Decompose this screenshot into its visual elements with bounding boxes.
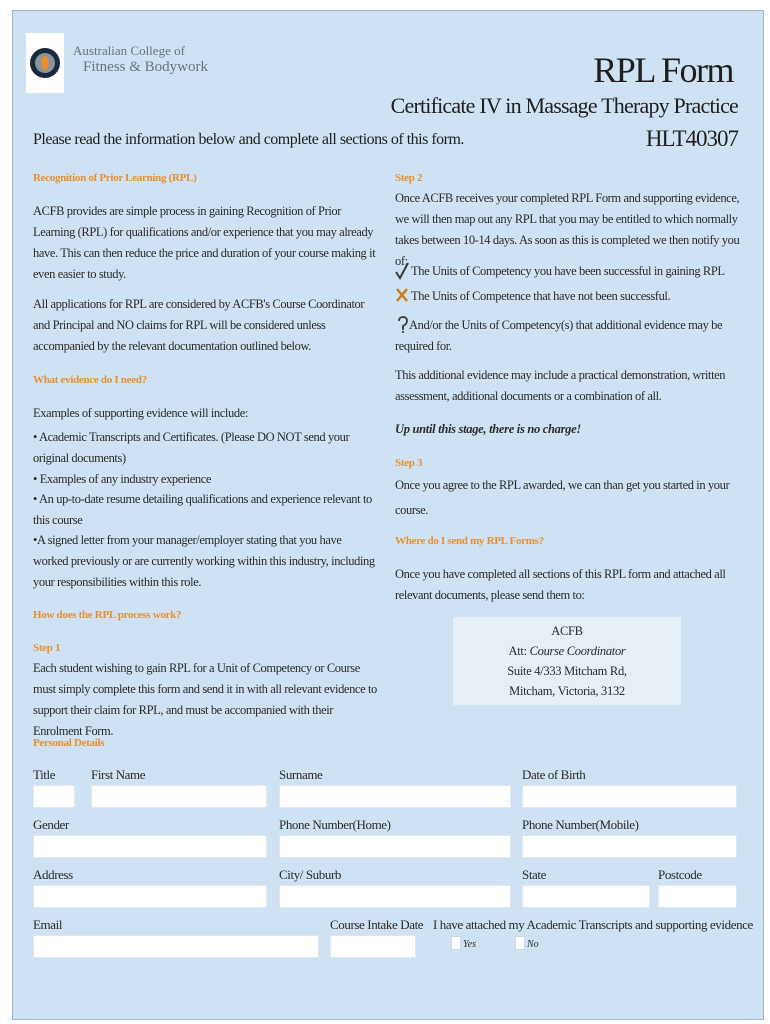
rpl-heading: Recognition of Prior Learning (RPL) bbox=[33, 172, 197, 184]
state-label: State bbox=[522, 867, 546, 882]
outcome-more-evidence: And/or the Units of Competency(s) that additional evidence may be required for. bbox=[395, 318, 723, 353]
personal-details-heading: Personal Details bbox=[33, 737, 105, 749]
address-line4: Mitcham, Victoria, 3132 bbox=[509, 684, 625, 698]
phone-mobile-label: Phone Number(Mobile) bbox=[522, 817, 639, 832]
yes-label: Yes bbox=[463, 939, 476, 950]
step2-heading: Step 2 bbox=[395, 172, 423, 184]
dob-label: Date of Birth bbox=[522, 767, 586, 782]
rpl-paragraph-1: ACFB provides are simple process in gaining Recognition of Prior Learning (RPL) for qualifications and/or experience that you may already have. This can then reduce the price and duration of your course making it even easier to study. bbox=[33, 204, 376, 281]
cross-icon bbox=[395, 286, 409, 309]
address-field[interactable] bbox=[33, 885, 267, 908]
form-title: RPL Form bbox=[593, 50, 733, 90]
state-field[interactable] bbox=[522, 885, 650, 908]
postcode-label: Postcode bbox=[658, 867, 702, 882]
step1-heading: Step 1 bbox=[33, 642, 61, 654]
attached-evidence-label: I have attached my Academic Transcripts and supporting evidence bbox=[433, 917, 753, 932]
evidence-intro: Examples of supporting evidence will include: bbox=[33, 406, 248, 420]
rpl-paragraph-2: All applications for RPL are considered by ACFB's Course Coordinator and Principal and NO claims for RPL will be considered unless accompanied by the relevant documentation outlined below. bbox=[33, 297, 365, 353]
intro-text: Please read the information below and complete all sections of this form. bbox=[33, 131, 464, 148]
address-att-name: Course Coordinator bbox=[529, 644, 626, 658]
phone-home-field[interactable] bbox=[279, 835, 511, 858]
dob-field[interactable] bbox=[522, 785, 737, 808]
no-checkbox[interactable] bbox=[515, 936, 525, 950]
step1-text: Each student wishing to gain RPL for a Unit of Competency or Course must simply complete this form and send it in with all relevant evidence to support their claim for RPL, and must be accompanied with their Enrolment Form. bbox=[33, 661, 377, 738]
city-field[interactable] bbox=[279, 885, 511, 908]
intake-date-field[interactable] bbox=[330, 935, 416, 958]
gender-field[interactable] bbox=[33, 835, 267, 858]
step3-heading: Step 3 bbox=[395, 457, 423, 469]
evidence-item: •A signed letter from your manager/employer stating that you have worked previously or are currently working within this industry, including your responsibilities within this role. bbox=[33, 533, 375, 589]
evidence-item: • Examples of any industry experience bbox=[33, 472, 212, 486]
form-page bbox=[12, 10, 764, 1020]
evidence-item: • Academic Transcripts and Certificates. (Please DO NOT send your original documents) bbox=[33, 430, 350, 465]
no-label: No bbox=[527, 939, 539, 950]
surname-field[interactable] bbox=[279, 785, 511, 808]
college-logo bbox=[26, 33, 64, 93]
address-line1: ACFB bbox=[551, 624, 583, 638]
postcode-field[interactable] bbox=[658, 885, 737, 908]
course-code: HLT40307 bbox=[645, 126, 738, 151]
phone-home-label: Phone Number(Home) bbox=[279, 817, 391, 832]
evidence-item: • An up-to-date resume detailing qualifications and experience relevant to this course bbox=[33, 492, 372, 527]
mailing-address bbox=[453, 617, 681, 705]
additional-evidence-text: This additional evidence may include a practical demonstration, written assessment, additional documents or a combination of all. bbox=[395, 368, 726, 403]
address-label: Address bbox=[33, 867, 73, 882]
phone-mobile-field[interactable] bbox=[522, 835, 737, 858]
no-charge-note: Up until this stage, there is no charge! bbox=[395, 422, 581, 436]
gender-label: Gender bbox=[33, 817, 69, 832]
email-label: Email bbox=[33, 917, 63, 932]
city-label: City/ Suburb bbox=[279, 867, 342, 882]
address-att-label: Att: bbox=[508, 644, 530, 658]
course-title: Certificate IV in Massage Therapy Practice bbox=[390, 93, 738, 118]
logo-text-line2: Fitness & Bodywork bbox=[83, 59, 209, 75]
first-name-label: First Name bbox=[91, 767, 146, 782]
address-line2 bbox=[453, 641, 681, 661]
first-name-field[interactable] bbox=[91, 785, 267, 808]
address-line3: Suite 4/333 Mitcham Rd, bbox=[507, 664, 627, 678]
send-text: Once you have completed all sections of this RPL form and attached all relevant documents, please send them to: bbox=[395, 567, 726, 602]
surname-label: Surname bbox=[279, 767, 323, 782]
step2-text: Once ACFB receives your completed RPL Form and supporting evidence, we will then map out any RPL that you may be entitled to which normally takes between 10-14 days. As soon as this is completed we then notify you of: bbox=[395, 191, 740, 268]
send-heading: Where do I send my RPL Forms? bbox=[395, 535, 544, 547]
title-field[interactable] bbox=[33, 785, 75, 808]
email-field[interactable] bbox=[33, 935, 319, 958]
check-icon bbox=[395, 262, 409, 285]
step3-text: Once you agree to the RPL awarded, we can than get you started in your course. bbox=[395, 478, 730, 517]
yes-checkbox[interactable] bbox=[451, 936, 461, 950]
evidence-heading: What evidence do I need? bbox=[33, 374, 147, 386]
title-label: Title bbox=[33, 767, 56, 782]
outcome-unsuccessful: The Units of Competence that have not been successful. bbox=[411, 289, 671, 303]
intake-date-label: Course Intake Date bbox=[330, 917, 424, 932]
outcome-success: The Units of Competency you have been successful in gaining RPL bbox=[411, 264, 725, 278]
logo-text-line1: Australian College of bbox=[73, 43, 185, 58]
process-heading: How does the RPL process work? bbox=[33, 609, 182, 621]
